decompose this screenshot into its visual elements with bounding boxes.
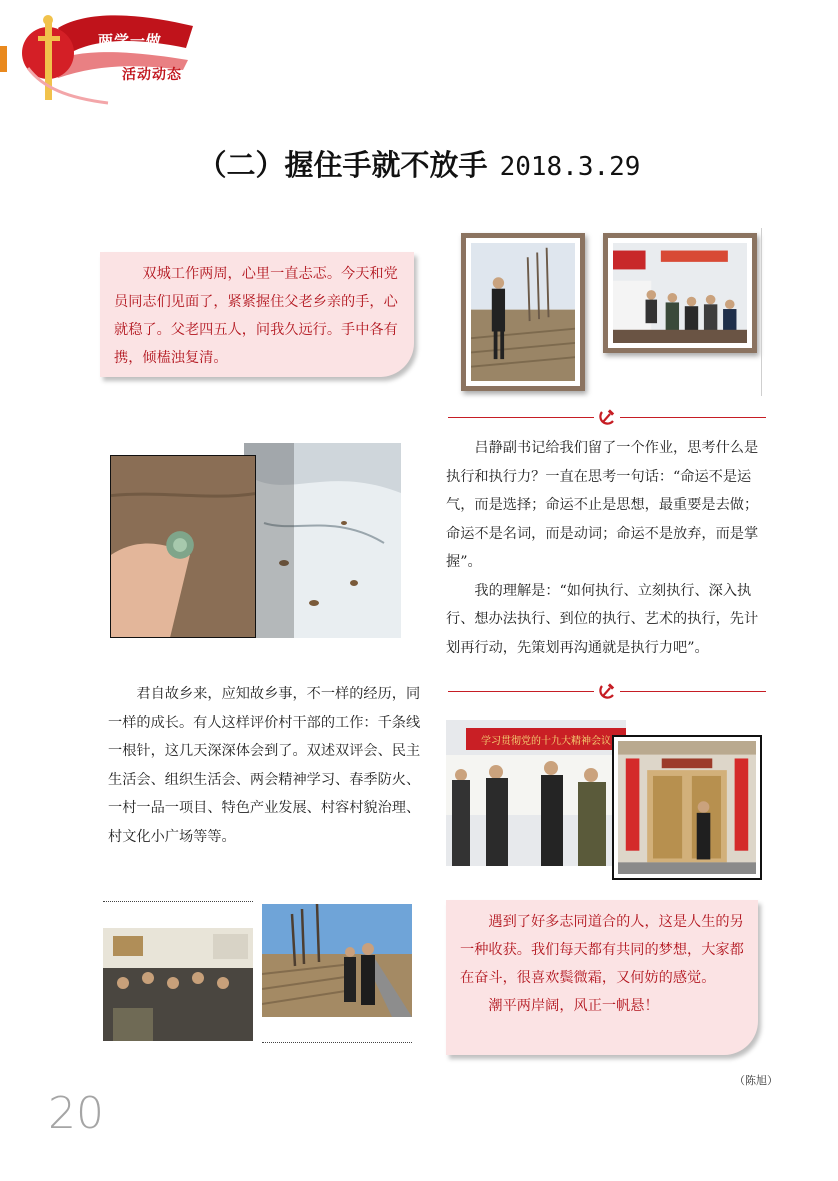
body-paragraph: 吕静副书记给我们留了一个作业，思考什么是执行和执行力？一直在思考一句话：“命运不是运气，而是选择；命运不止是思想，最重要是去做；命运不是名词，而是动词；命运不是放弃，而是掌握”。 — [446, 440, 759, 570]
article-body-village-work — [108, 680, 426, 851]
party-badge-emblem — [18, 8, 218, 108]
photo-field-visit — [461, 233, 585, 391]
photo-seedling-in-hand — [110, 455, 256, 638]
photo-edge-line — [761, 228, 762, 396]
hammer-sickle-icon — [598, 683, 616, 699]
quote-text: 遇到了好多志同道合的人，这是人生的另一种收获。我们每天都有共同的梦想，大家都在奋斗，很喜欢鬓微霜，又何妨的感觉。 — [460, 914, 744, 986]
page-number: 20 — [48, 1088, 104, 1139]
badge-subtitle: 活动动态 — [122, 67, 182, 83]
article-body-execution — [446, 434, 772, 662]
badge-title: 两学一做 — [98, 32, 163, 50]
article-title — [0, 143, 838, 184]
hammer-sickle-icon — [598, 409, 616, 425]
section-divider — [448, 409, 766, 425]
photo-frozen-ground — [244, 443, 401, 638]
quote-text: 双城工作两周，心里一直忐忑。今天和党员同志们见面了，紧紧握住父老乡亲的手，心就稳了。父老四五人，问我久远行。手中各有携，倾榼浊复清。 — [114, 266, 398, 366]
dotted-rule — [103, 901, 253, 902]
photo-villager-gathering — [103, 928, 253, 1041]
article-date: 2018.3.29 — [499, 152, 641, 182]
photo-meeting-room — [603, 233, 757, 353]
quote-box-intro — [100, 252, 414, 377]
body-paragraph: 我的理解是：“如何执行、立刻执行、深入执行、想办法执行、到位的执行、艺术的执行，先计划再行动，先策划再沟通就是执行力吧”。 — [446, 582, 759, 656]
article-title-text: （二）握住手就不放手 — [197, 148, 488, 182]
quote-text: 潮平两岸阔，风正一帆悬！ — [488, 998, 659, 1014]
header-accent-bar — [0, 46, 7, 72]
quote-box-closing — [446, 900, 758, 1055]
photo-handshake-banner — [446, 720, 626, 866]
dotted-rule — [262, 1042, 412, 1043]
photo-village-office-door — [612, 735, 762, 880]
author-credit: （陈旭） — [734, 1074, 778, 1087]
photo-roadside-inspection — [262, 904, 412, 1017]
banner-text: 学习贯彻党的十九大精神会议 — [481, 736, 611, 747]
body-paragraph: 君自故乡来，应知故乡事，不一样的经历，同一样的成长。有人这样评价村干部的工作：千条线一根针，这几天深深体会到了。双述双评会、民主生活会、组织生活会、两会精神学习、春季防火、一村一品一项目、特色产业发展、村容村貌治理、村文化小广场等等。 — [108, 686, 421, 845]
section-divider — [448, 683, 766, 699]
